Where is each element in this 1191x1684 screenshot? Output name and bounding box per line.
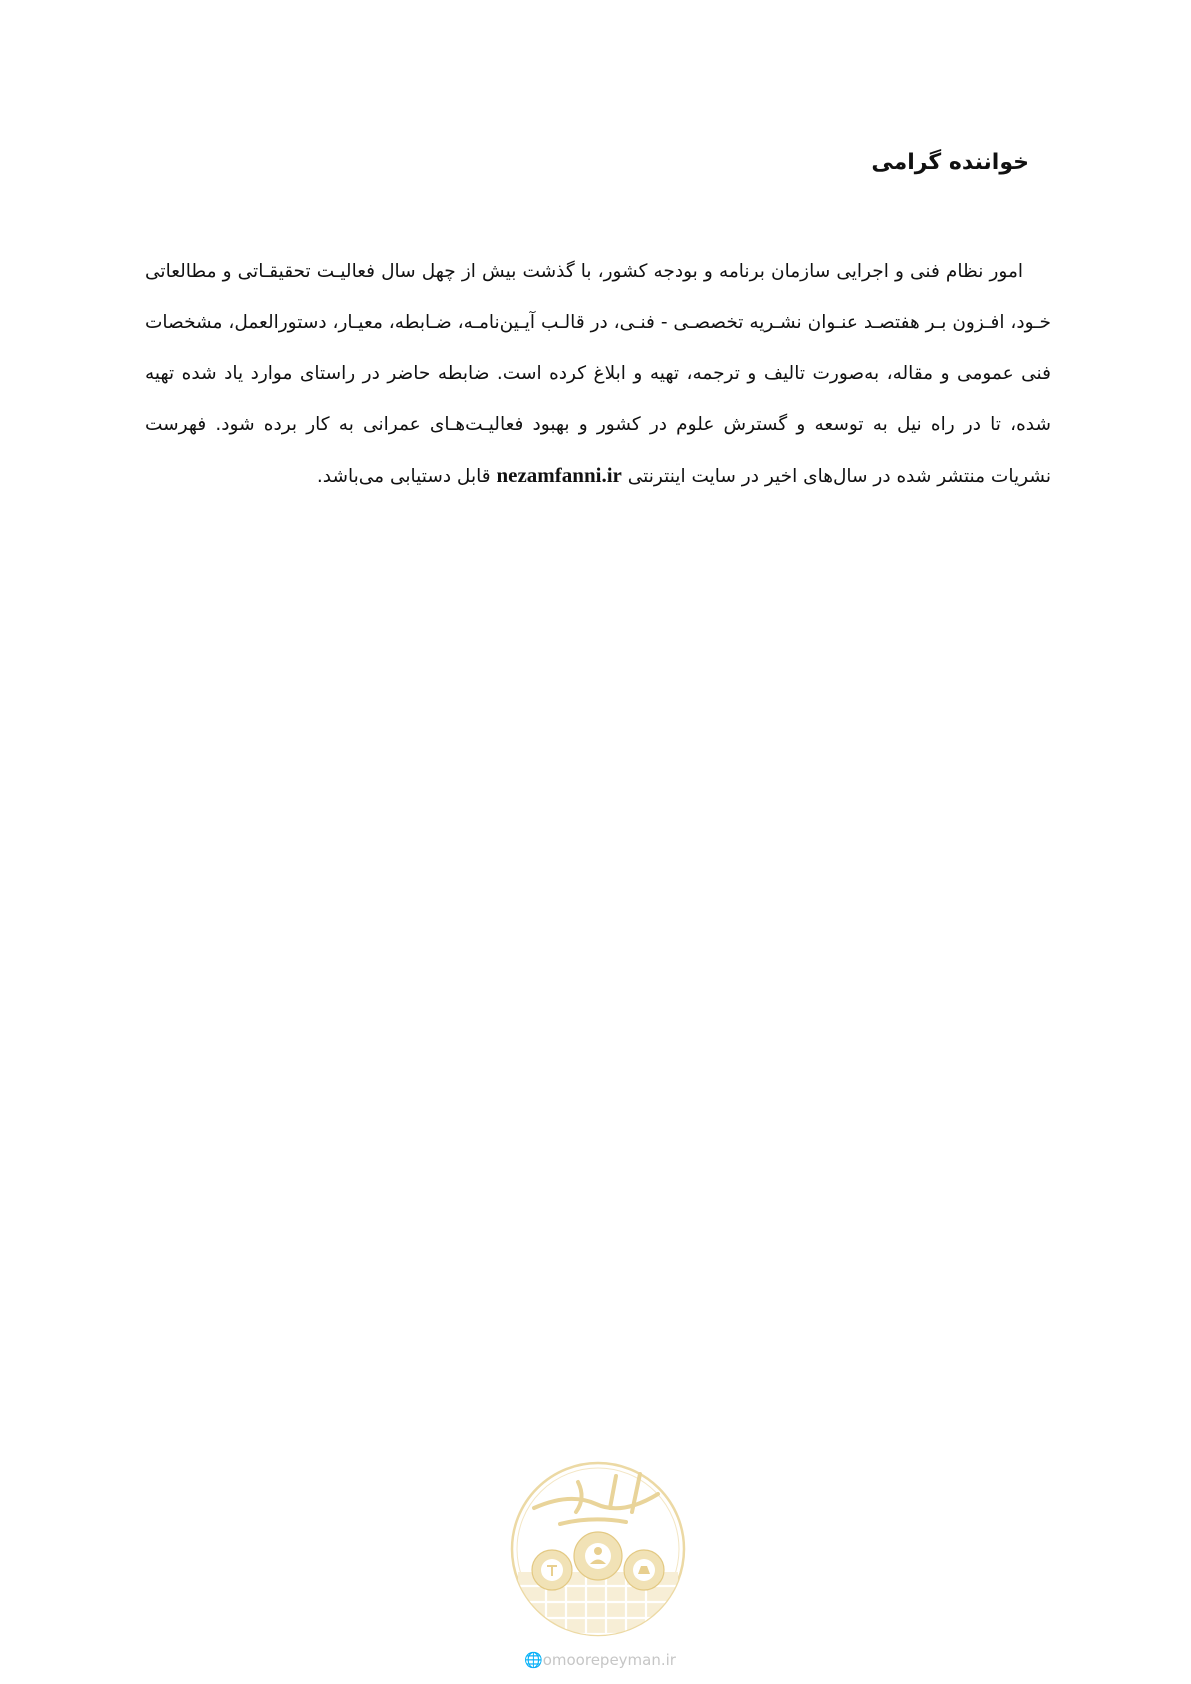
intro-text-end: قابل دستیابی می‌باشد. (316, 466, 491, 487)
intro-text: امور نظام فنی و اجرایی سازمان برنامه و بودجه کشور، با گذشت بیش از چهل سال فعالیـت تحقیقـاتی و مطالعاتی خـود، افـزون بـر هفتصـد عنـوان نشـریه تخصصـی - فنـی، در قالـب آیـین‌نامـه، ضـابطه، معیـار، دستورالعمل، مشخصات فنی عمومی و مقاله، به‌صورت تالیف و ترجمه، تهیه و ابلاغ کرده است. ضابطه حاضر در راستای موارد یاد شده تهیه شده، تا در راه نیل به توسعه و گسترش علوم در کشور و بهبود فعالیـت‌هـای عمرانی به کار برده شود. فهرست نشریات منتشر شده در سال‌های اخیر در سایت اینترنتی (145, 261, 1051, 487)
page-title: خواننده گرامی (871, 150, 1029, 175)
website-link[interactable]: nezamfanni.ir (496, 463, 622, 487)
watermark-logo (500, 1452, 696, 1662)
watermark-url: 🌐omoorepeyman.ir (524, 1651, 676, 1669)
intro-paragraph (145, 246, 1051, 502)
globe-icon: 🌐 (524, 1651, 543, 1669)
